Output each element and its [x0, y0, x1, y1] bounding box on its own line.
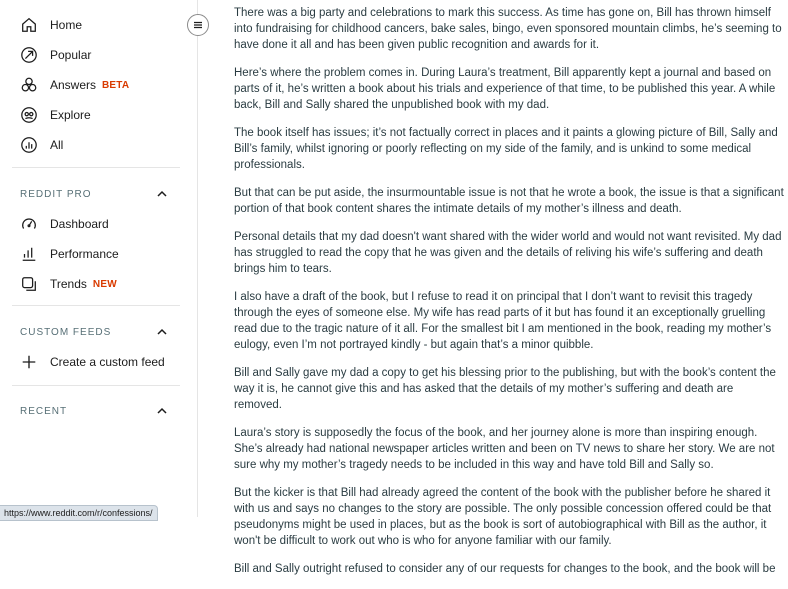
post-paragraph: There was a big party and celebrations to mark this success. As time has gone on, Bill has thrown himself into fundraising for childhood cancers, bake sales, bingo, even sponsored mountain climbs, he’s seeming to have done it all and has been given public recognition and awards for it.: [234, 7, 782, 51]
menu-icon: [193, 20, 203, 30]
nav-popular[interactable]: [20, 43, 91, 67]
custom-feeds-header[interactable]: [20, 323, 168, 341]
new-badge: NEW: [92, 278, 117, 290]
post-body: [234, 5, 784, 589]
post-paragraph: Bill and Sally gave my dad a copy to get his blessing prior to the publishing, but with the book’s content the way it is, he cannot give this and has asked that the details of my mother’s suffering and death are removed.: [234, 367, 776, 411]
answers-icon: [20, 76, 38, 94]
nav-explore[interactable]: [20, 103, 91, 127]
trends-icon: [20, 275, 38, 293]
nav-dashboard[interactable]: [20, 212, 109, 236]
post-paragraph: But that can be put aside, the insurmountable issue is not that he wrote a book, the issue is that a significant portion of that book content shares the intimate details of my mother’s illness and death.: [234, 187, 784, 215]
nav-trends[interactable]: [20, 272, 117, 296]
performance-icon: [20, 245, 38, 263]
post-paragraph: Personal details that my dad doesn't want shared with the wider world and would not want revisited. My dad has struggled to read the copy that he was given and the details of reliving his wife’s suffering and death brings him to tears.: [234, 231, 782, 275]
create-custom-feed-button[interactable]: [20, 350, 165, 374]
post-paragraph: The book itself has issues; it’s not factually correct in places and it paints a glowing picture of Bill, Sally and Bill’s family, whilst ignoring or poorly reflecting on my side of the family, and is unkind to some medical professionals.: [234, 127, 778, 171]
status-bar-url: https://www.reddit.com/r/confessions/: [0, 505, 158, 521]
recent-header[interactable]: [20, 402, 168, 420]
post-paragraph: Here’s where the problem comes in. During Laura’s treatment, Bill apparently kept a journal and based on parts of it, he’s written a book about his trials and experience of that time, to be published this year. A while back, Bill and Sally shared the unpublished book with my dad.: [234, 67, 776, 111]
chevron-up-icon: [156, 326, 168, 338]
plus-icon: [20, 353, 38, 371]
divider: [12, 385, 180, 386]
home-icon: [20, 16, 38, 34]
left-sidebar: [0, 0, 198, 517]
nav-trends-label: Trends: [50, 277, 87, 291]
explore-icon: [20, 106, 38, 124]
recent-title: RECENT: [20, 405, 68, 417]
beta-badge: BETA: [102, 79, 130, 91]
nav-all-label: All: [50, 138, 64, 152]
all-icon: [20, 136, 38, 154]
nav-dashboard-label: Dashboard: [50, 217, 109, 231]
nav-all[interactable]: [20, 133, 63, 157]
nav-performance-label: Performance: [50, 247, 119, 261]
chevron-up-icon: [156, 188, 168, 200]
collapse-sidebar-button[interactable]: [187, 14, 209, 36]
popular-icon: [20, 46, 38, 64]
nav-popular-label: Popular: [50, 48, 92, 62]
nav-answers[interactable]: [20, 73, 129, 97]
nav-answers-label: Answers: [50, 78, 97, 92]
dashboard-icon: [20, 215, 38, 233]
reddit-pro-header[interactable]: [20, 185, 168, 203]
chevron-up-icon: [156, 405, 168, 417]
create-custom-feed-label: Create a custom feed: [50, 355, 165, 369]
custom-feeds-title: CUSTOM FEEDS: [20, 326, 112, 338]
nav-home[interactable]: [20, 13, 82, 37]
post-paragraph: I also have a draft of the book, but I refuse to read it on principal that I don’t want to revisit this tragedy through the eyes of someone else. My wife has read parts of it but has found it an exceptionally gruelling read due to the tragic nature of it all. For the smallest bit I am mentioned in the book, reading my mother’s eulogy, even I’m not portrayed kindly - but again that’s a minor quibble.: [234, 291, 772, 351]
divider: [12, 167, 180, 168]
nav-performance[interactable]: [20, 242, 119, 266]
reddit-pro-title: REDDIT PRO: [20, 188, 92, 200]
divider: [12, 305, 180, 306]
post-paragraph: But the kicker is that Bill had already agreed the content of the book with the publisher before he shared it with us and says no changes to the story are possible. The only possible concession offered could be that pseudonyms might be used in places, but as the book is sort of autobiographical with Bill as the author, it won't be difficult to work out who is who for anyone familiar with our family.: [234, 487, 772, 547]
post-paragraph: Laura’s story is supposedly the focus of the book, and her journey alone is more than inspiring enough. She’s already had national newspaper articles written and been on TV news to share her story. We are not sure why my mother’s tragedy needs to be included in this way and have told Bill and Sally so.: [234, 427, 775, 471]
nav-explore-label: Explore: [50, 108, 91, 122]
nav-home-label: Home: [50, 18, 83, 32]
post-paragraph: Bill and Sally outright refused to consider any of our requests for changes to the book, and the book will be: [234, 563, 776, 575]
